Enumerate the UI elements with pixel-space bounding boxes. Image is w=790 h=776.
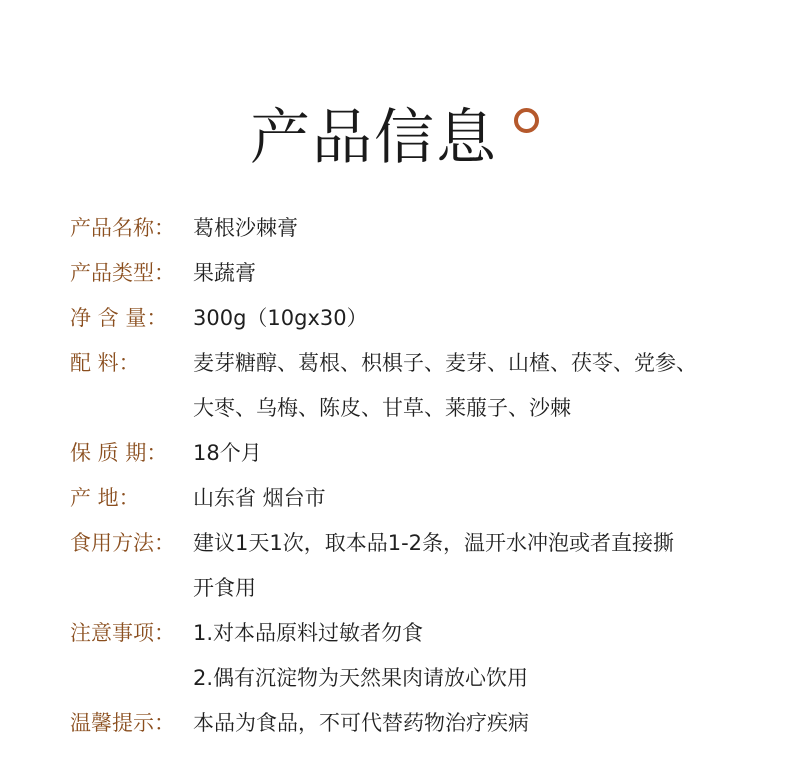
info-value-line: 山东省 烟台市: [193, 486, 326, 510]
info-label: 配 料：: [70, 351, 140, 375]
info-row-product-name: [70, 206, 770, 251]
info-value-line: 果蔬膏: [193, 261, 256, 285]
info-value: [193, 251, 770, 296]
info-value-line: 麦芽糖醇、葛根、枳椇子、麦芽、山楂、茯苓、党参、: [193, 351, 697, 375]
info-label: 食用方法：: [70, 531, 175, 555]
info-value: [193, 701, 770, 746]
info-label: 产 地：: [70, 486, 140, 510]
info-value-line: 葛根沙棘膏: [193, 216, 298, 240]
info-value: [193, 296, 770, 341]
info-row-product-type: [70, 251, 770, 296]
info-label: 注意事项：: [70, 621, 175, 645]
info-row-ingredients: [70, 341, 770, 431]
info-value-line: 1.对本品原料过敏者勿食: [193, 621, 424, 645]
title-section: [0, 96, 790, 176]
info-row-origin: [70, 476, 770, 521]
info-row-precautions: [70, 611, 770, 701]
info-row-tips: [70, 701, 770, 746]
info-value-line: 300g（10gx30）: [193, 306, 368, 330]
info-value: [193, 476, 770, 521]
info-label: 净 含 量：: [70, 306, 168, 330]
info-value-line: 本品为食品，不可代替药物治疗疾病: [193, 711, 529, 735]
circle-icon: [514, 108, 539, 133]
info-value: [193, 431, 770, 476]
page-title: 产品信息: [250, 103, 498, 173]
info-value: [193, 206, 770, 251]
info-value: [193, 611, 770, 701]
info-row-shelf-life: [70, 431, 770, 476]
info-label: 产品名称：: [70, 216, 175, 240]
info-label: 产品类型：: [70, 261, 175, 285]
info-value-line: 建议1天1次，取本品1-2条，温开水冲泡或者直接撕: [193, 531, 675, 555]
info-row-usage: [70, 521, 770, 611]
info-label: 保 质 期：: [70, 441, 168, 465]
info-row-net-content: [70, 296, 770, 341]
info-value-line: 开食用: [193, 576, 256, 600]
info-label: 温馨提示：: [70, 711, 175, 735]
info-value: [193, 341, 770, 431]
product-info-list: [70, 206, 770, 746]
info-value-line: 2.偶有沉淀物为天然果肉请放心饮用: [193, 666, 529, 690]
info-value: [193, 521, 770, 611]
info-value-line: 大枣、乌梅、陈皮、甘草、莱菔子、沙棘: [193, 396, 571, 420]
info-value-line: 18个月: [193, 441, 262, 465]
